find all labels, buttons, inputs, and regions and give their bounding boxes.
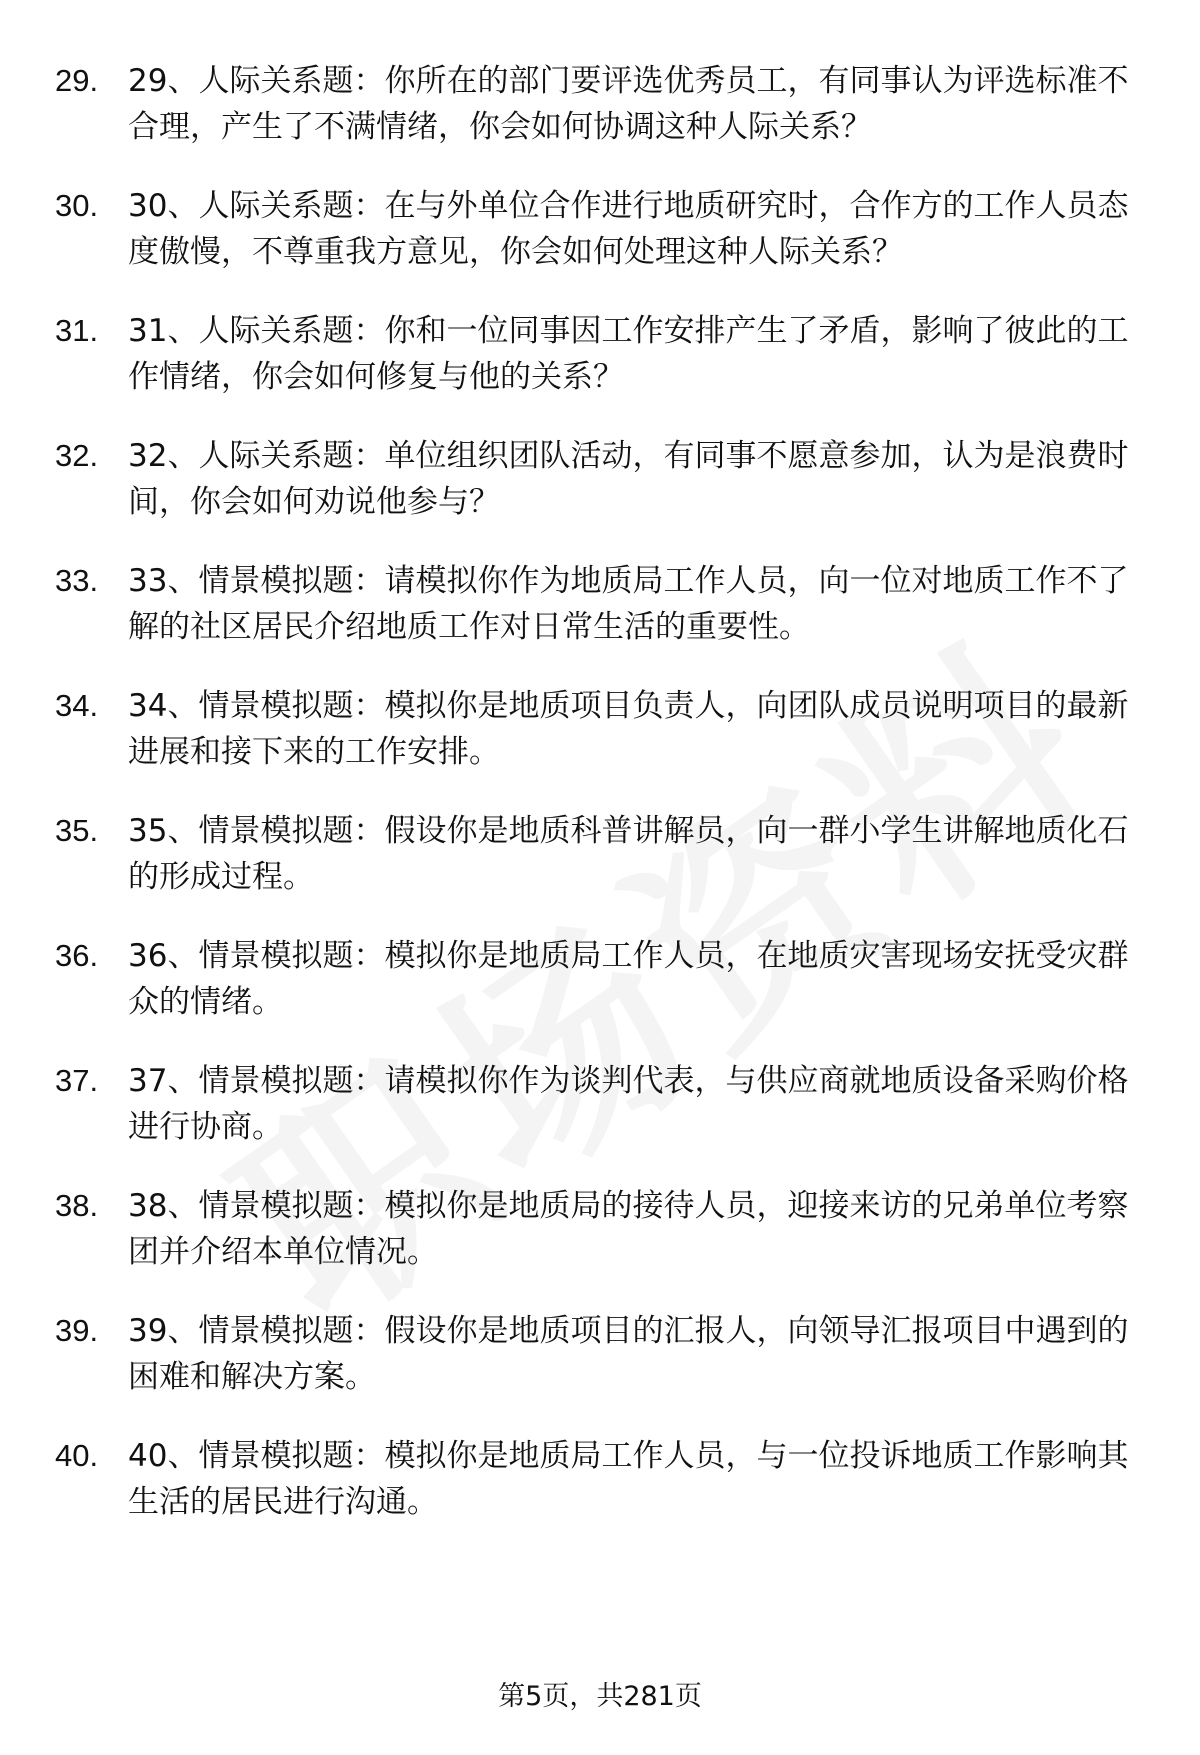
list-item [0, 1058, 1200, 1150]
list-item [0, 433, 1200, 525]
list-item [0, 308, 1200, 400]
list-item-number: 36. [55, 938, 99, 973]
list-item [0, 1433, 1200, 1525]
list-item-number: 38. [55, 1188, 99, 1223]
list-item-number: 29. [55, 63, 99, 98]
list-item [0, 683, 1200, 775]
list-item-number: 35. [55, 813, 99, 848]
list-item [0, 183, 1200, 275]
list-item-number: 31. [55, 313, 99, 348]
list-item [0, 808, 1200, 900]
list-item [0, 558, 1200, 650]
list-item-number: 33. [55, 563, 99, 598]
list-item-text: 29、人际关系题：你所在的部门要评选优秀员工，有同事认为评选标准不合理，产生了不满情绪，你会如何协调这种人际关系？ [128, 63, 1129, 145]
list-item [0, 933, 1200, 1025]
list-item-text: 33、情景模拟题：请模拟你作为地质局工作人员，向一位对地质工作不了解的社区居民介绍地质工作对日常生活的重要性。 [128, 563, 1129, 645]
list-item-number: 34. [55, 688, 99, 723]
list-item [0, 1308, 1200, 1400]
list-item-text: 34、情景模拟题：模拟你是地质项目负责人，向团队成员说明项目的最新进展和接下来的工作安排。 [128, 688, 1129, 770]
list-item-number: 40. [55, 1438, 99, 1473]
list-item-text: 32、人际关系题：单位组织团队活动，有同事不愿意参加，认为是浪费时间，你会如何劝说他参与？ [128, 438, 1129, 520]
list-item-number: 39. [55, 1313, 99, 1348]
list-item-text: 30、人际关系题：在与外单位合作进行地质研究时，合作方的工作人员态度傲慢，不尊重我方意见，你会如何处理这种人际关系？ [128, 188, 1129, 270]
list-item-text: 38、情景模拟题：模拟你是地质局的接待人员，迎接来访的兄弟单位考察团并介绍本单位情况。 [128, 1188, 1129, 1270]
list-item [0, 1183, 1200, 1275]
list-item-text: 35、情景模拟题：假设你是地质科普讲解员，向一群小学生讲解地质化石的形成过程。 [128, 813, 1129, 895]
list-item-number: 32. [55, 438, 99, 473]
list-item-text: 37、情景模拟题：请模拟你作为谈判代表，与供应商就地质设备采购价格进行协商。 [128, 1063, 1129, 1145]
question-list [0, 58, 1200, 1558]
list-item-number: 30. [55, 188, 99, 223]
list-item-text: 31、人际关系题：你和一位同事因工作安排产生了矛盾，影响了彼此的工作情绪，你会如何修复与他的关系？ [128, 313, 1129, 395]
list-item-text: 39、情景模拟题：假设你是地质项目的汇报人，向领导汇报项目中遇到的困难和解决方案。 [128, 1313, 1129, 1395]
list-item-number: 37. [55, 1063, 99, 1098]
page-number-footer: 第5页，共281页 [498, 1681, 702, 1712]
list-item-text: 36、情景模拟题：模拟你是地质局工作人员，在地质灾害现场安抚受灾群众的情绪。 [128, 938, 1129, 1020]
list-item-text: 40、情景模拟题：模拟你是地质局工作人员，与一位投诉地质工作影响其生活的居民进行沟通。 [128, 1438, 1129, 1520]
list-item [0, 58, 1200, 150]
